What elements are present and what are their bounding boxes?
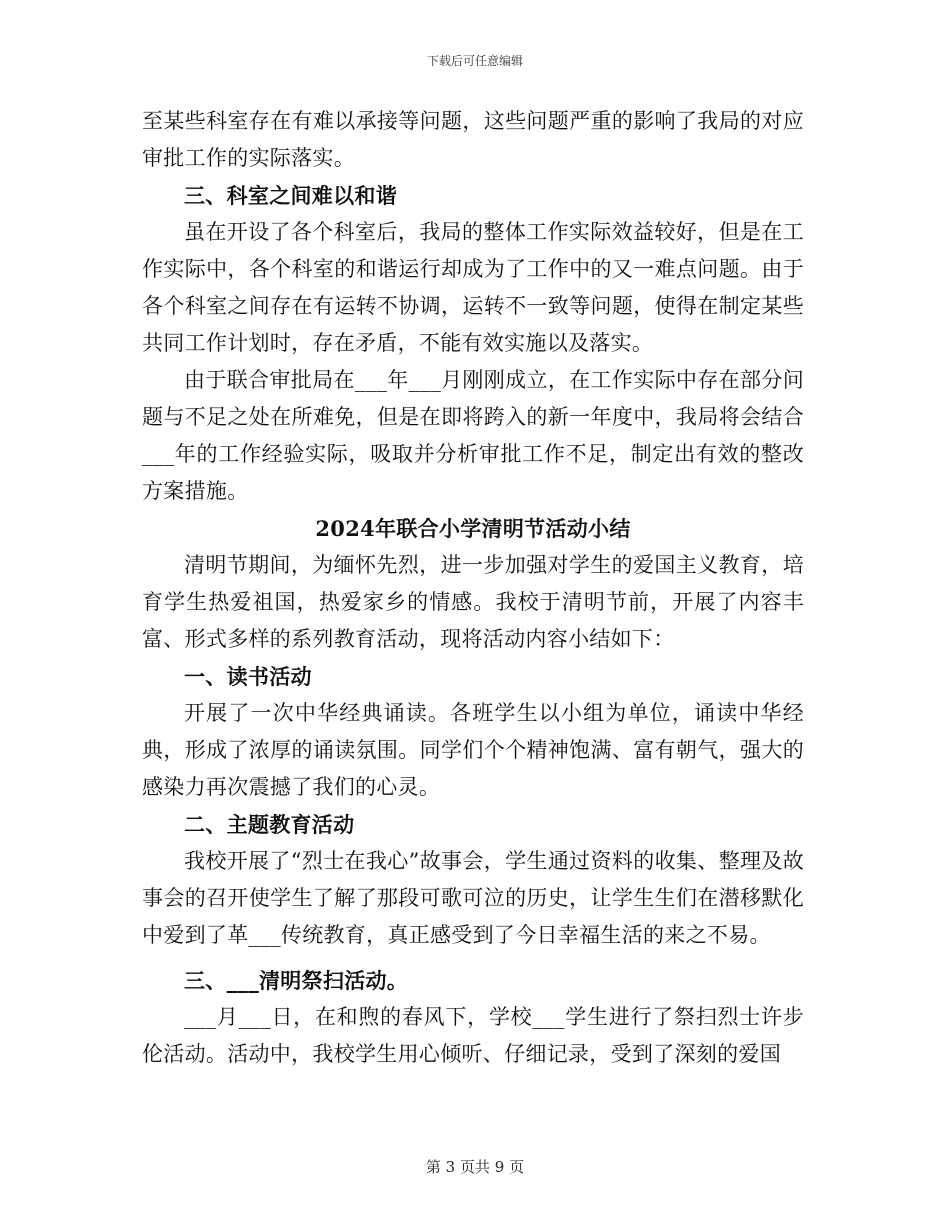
paragraph: 我校开展了“烈士在我心”故事会，学生通过资料的收集、整理及故事会的召开使学生了解了那段可歌可泣的历史，让学生生们在潜移默化中爱到了革___传统教育，真正感受到了今日幸福生活的来之不易。 [142, 849, 804, 947]
paragraph: 至某些科室存在有难以承接等问题，这些问题严重的影响了我局的对应审批工作的实际落实。 [142, 109, 804, 170]
paragraph: 清明节期间，为缅怀先烈，进一步加强对学生的爱国主义教育，培育学生热爱祖国，热爱家乡的情感。我校于清明节前，开展了内容丰富、形式多样的系列教育活动，现将活动内容小结如下： [142, 553, 804, 651]
paragraph: ___月___日，在和煦的春风下，学校___学生进行了祭扫烈士许步伦活动。活动中，我校学生用心倾听、仔细记录，受到了深刻的爱国 [142, 1005, 804, 1066]
page-header: 下载后可任意编辑 [426, 54, 523, 68]
page-footer: 第 3 页共 9 页 [425, 1158, 525, 1176]
section-heading: 二、主题教育活动 [184, 812, 355, 837]
paragraph: 虽在开设了各个科室后，我局的整体工作实际效益较好，但是在工作实际中，各个科室的和谐运行却成为了工作中的又一难点问题。由于各个科室之间存在有运转不协调，运转不一致等问题，使得在制定某些共同工作计划时，存在矛盾，不能有效实施以及落实。 [142, 220, 804, 355]
paragraph: 由于联合审批局在___年___月刚刚成立，在工作实际中存在部分问题与不足之处在所难免，但是在即将跨入的新一年度中，我局将会结合___年的工作经验实际，吸取并分析审批工作不足，制定出有效的整改方案措施。 [142, 368, 804, 503]
section-heading: 三、科室之间难以和谐 [184, 183, 397, 208]
paragraph: 开展了一次中华经典诵读。各班学生以小组为单位，诵读中华经典，形成了浓厚的诵读氛围。同学们个个精神饱满、富有朝气，强大的感染力再次震撼了我们的心灵。 [142, 701, 804, 799]
section-heading: 一、读书活动 [184, 664, 312, 689]
section-heading: 三、___清明祭扫活动。 [184, 968, 409, 993]
document-body [142, 103, 804, 1073]
document-title: 2024年联合小学清明节活动小结 [315, 516, 631, 541]
